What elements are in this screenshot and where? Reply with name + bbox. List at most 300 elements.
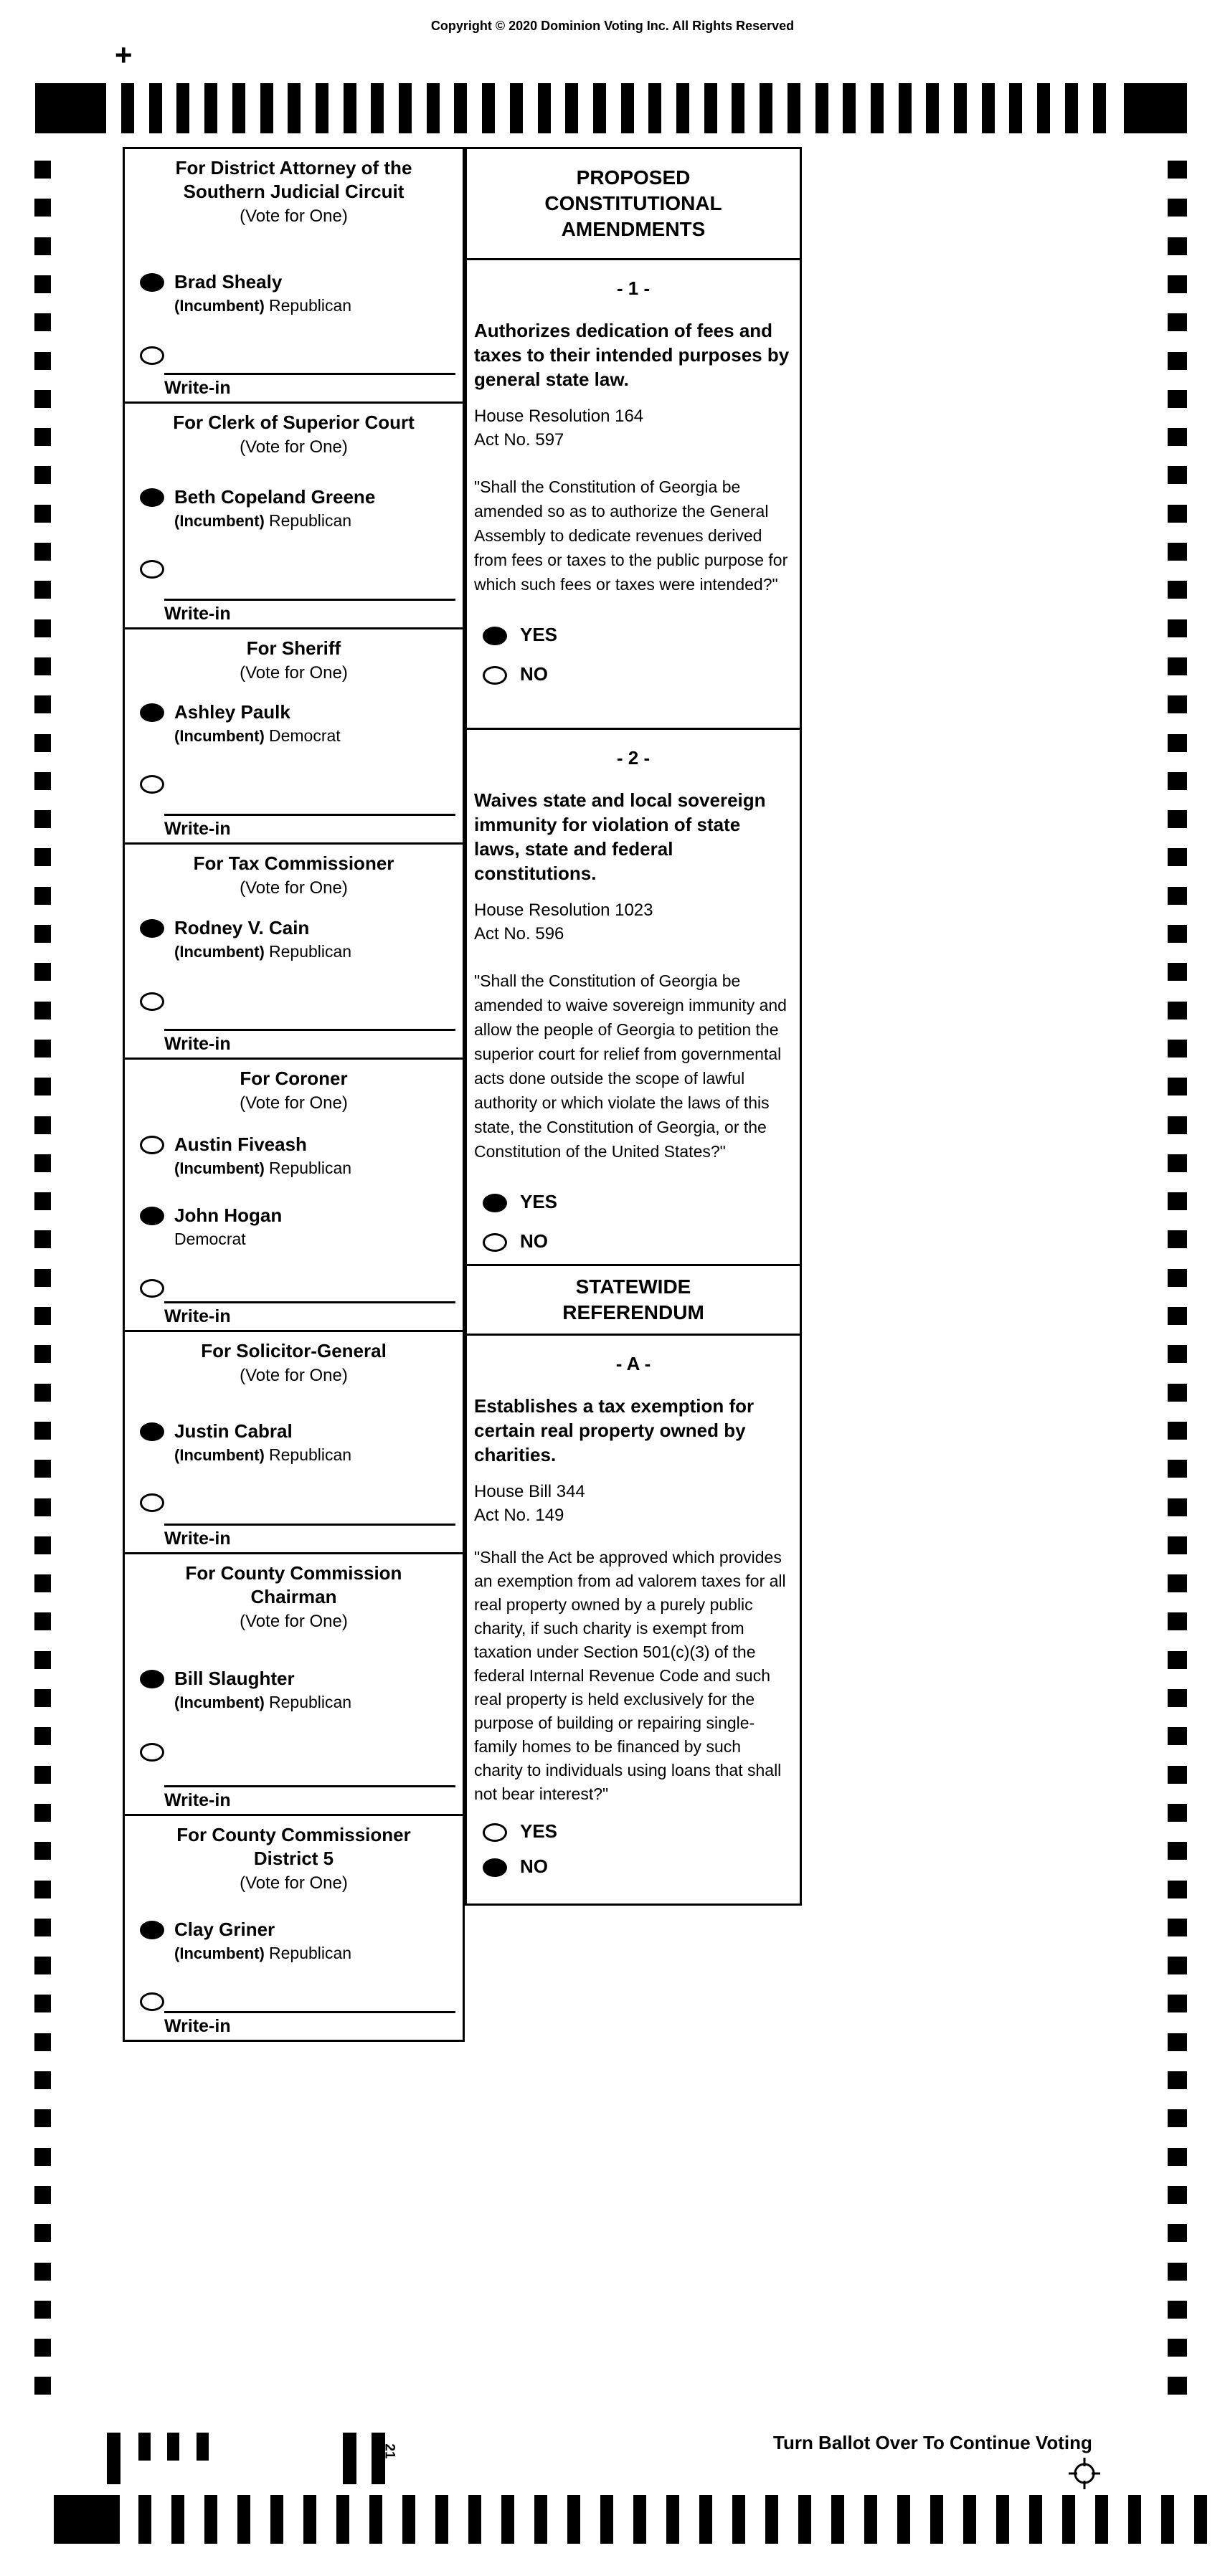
candidate-row [140,486,375,531]
timing-mark [35,83,106,133]
contest-title [128,1562,460,1632]
timing-mark [34,1727,51,1745]
measure-reference-line: Act No. 149 [474,1506,564,1525]
timing-mark [565,83,578,133]
timing-mark [34,275,51,293]
timing-mark [34,1689,51,1707]
measure-question: "Shall the Act be approved which provides an exemption from ad valorem taxes for all real property owned by a purely public charity, if such charity is exempt from taxation under Section 501(c)(3) of the federal Internal Revenue Code and such real property is held exclusively for the purpose of building or repairing single-family homes to be financed by such charity to individuals using loans that shall not bear interest?" [474,1548,786,1803]
write-in-bubble[interactable] [140,992,164,1011]
timing-mark [138,2433,151,2461]
contest-title-line: For District Attorney of the [175,157,412,179]
timing-mark [402,2495,415,2544]
timing-mark [788,83,800,133]
header-line: CONSTITUTIONAL [544,192,722,214]
measure-summary: Waives state and local sovereign immunity for violation of state laws, state and federal constitutions. [474,789,766,884]
timing-mark [982,83,995,133]
timing-mark [1168,848,1187,866]
bubble-brad-shealy[interactable] [140,273,164,292]
contest-title [128,1339,460,1387]
yes-label: YES [520,624,558,645]
timing-mark [34,1192,51,1210]
timing-mark [1168,1689,1187,1707]
bubble-ashley-paulk[interactable] [140,703,164,722]
timing-mark [1168,1154,1187,1172]
measure-reference-line: House Resolution 164 [474,407,644,426]
timing-mark [138,2495,151,2544]
yes-bubble[interactable] [483,1823,507,1842]
timing-mark [482,83,495,133]
timing-mark [34,1230,51,1248]
write-in-label: Write-in [164,2011,455,2037]
timing-mark [34,887,51,905]
timing-mark [34,1651,51,1669]
vote-for-instruction: (Vote for One) [240,1366,348,1385]
timing-mark [34,848,51,866]
write-in-bubble[interactable] [140,346,164,365]
candidate-party [174,1159,351,1178]
timing-mark [34,1345,51,1363]
write-in-label: Write-in [164,1785,455,1811]
bubble-rodney-v-cain[interactable] [140,919,164,938]
timing-mark [237,2495,250,2544]
timing-mark [1168,275,1187,293]
timing-mark [34,1460,51,1478]
timing-mark [501,2495,514,2544]
timing-mark [1168,237,1187,255]
incumbent-label: (Incumbent) [174,727,269,745]
timing-mark [34,1919,51,1936]
timing-mark [930,2495,943,2544]
timing-mark [34,925,51,943]
candidate-name: Ashley Paulk [174,701,290,723]
vote-for-instruction: (Vote for One) [240,1093,348,1113]
timing-mark [1168,2339,1187,2357]
timing-mark [121,83,134,133]
measure-references [474,404,791,452]
vote-for-instruction: (Vote for One) [240,1873,348,1893]
no-bubble[interactable] [483,1233,507,1252]
no-bubble[interactable] [483,1858,507,1877]
timing-mark [1168,657,1187,675]
write-in-row [140,1491,164,1512]
measure-number: - 1 - [616,277,651,299]
yes-choice-row [483,624,800,646]
measure-question: "Shall the Constitution of Georgia be amended to waive sovereign immunity and allow the people of Georgia to petition the superior court for relief from governmental acts done outside the scope of lawful authority or which violate the laws of this state, the Constitution of Georgia, or the Constitution of the United States?" [474,971,787,1161]
timing-mark [831,2495,844,2544]
incumbent-label: (Incumbent) [174,512,269,530]
timing-mark [1093,83,1106,133]
write-in-bubble[interactable] [140,775,164,794]
timing-mark [167,2433,179,2461]
contest-for-coroner [123,1058,465,1332]
contest-for-county-commissioner-district-5 [123,1814,465,2042]
candidate-name: Beth Copeland Greene [174,486,376,508]
header-line: AMENDMENTS [561,218,706,240]
no-choice-row [483,663,800,685]
vote-for-instruction: (Vote for One) [240,878,348,898]
candidate-row [140,1668,351,1712]
write-in-bubble[interactable] [140,1743,164,1762]
candidate-row [140,271,351,315]
timing-mark [843,83,856,133]
timing-mark [1168,1040,1187,1058]
timing-mark [1168,1116,1187,1134]
timing-mark [34,1957,51,1974]
party-label: Republican [269,296,352,315]
contest-title-line: Southern Judicial Circuit [183,181,405,202]
vote-for-instruction: (Vote for One) [240,663,348,683]
timing-mark [1168,619,1187,637]
timing-mark [1168,810,1187,828]
vote-for-instruction: (Vote for One) [240,437,348,457]
timing-mark [1161,2495,1174,2544]
yes-label: YES [520,1191,558,1212]
contest-for-solicitor-general [123,1330,465,1554]
timing-mark [1168,390,1187,408]
timing-mark [1062,2495,1075,2544]
measure-number: - 2 - [616,747,651,769]
incumbent-label: (Incumbent) [174,1446,269,1464]
measure-question: "Shall the Constitution of Georgia be amended so as to authorize the General Assembly to dedicate revenues derived from fees or taxes to the public purpose for which such fees or taxes were intended?" [474,477,788,594]
timing-mark [336,2495,349,2544]
timing-mark [34,1384,51,1402]
no-label: NO [520,1230,548,1252]
timing-mark [1168,1498,1187,1516]
measure-references [474,1480,791,1527]
timing-mark [1168,2033,1187,2051]
write-in-bubble[interactable] [140,560,164,579]
candidate-info [174,1668,351,1712]
timing-mark [34,313,51,331]
timing-mark [34,695,51,713]
contest-title [128,411,460,458]
party-label: Democrat [174,1230,246,1248]
timing-mark [1029,2495,1042,2544]
bubble-john-hogan[interactable] [140,1207,164,1225]
no-label: NO [520,663,548,685]
contest-title-line: For Clerk of Superior Court [173,412,415,433]
timing-mark [34,199,51,217]
measure-reference-line: Act No. 597 [474,430,564,450]
timing-mark [316,83,328,133]
timing-mark [815,83,828,133]
timing-mark [963,2495,976,2544]
write-in-row [140,990,164,1011]
no-choice-row [483,1855,800,1878]
timing-mark [1168,161,1187,179]
party-label: Republican [269,511,352,530]
timing-mark [1168,1804,1187,1822]
contest-title-line: For County Commission [185,1562,402,1584]
timing-mark [34,1804,51,1822]
bubble-beth-copeland-greene[interactable] [140,488,164,507]
timing-mark [34,1040,51,1058]
candidate-row [140,701,341,746]
timing-mark [765,2495,778,2544]
candidate-party [174,1693,351,1712]
timing-mark [369,2495,382,2544]
timing-mark [34,237,51,255]
timing-mark [1168,734,1187,752]
timing-mark [1168,1269,1187,1287]
contest-title-line: For Solicitor-General [201,1340,387,1361]
timing-mark [1168,1460,1187,1478]
contest-title-line: For Coroner [240,1068,348,1089]
timing-mark [197,2433,209,2461]
party-label: Republican [269,942,352,961]
measure-2 [465,728,802,1266]
timing-mark [1168,543,1187,561]
timing-mark [593,83,606,133]
no-bubble[interactable] [483,666,507,685]
write-in-row [140,1990,164,2011]
timing-mark [34,2377,51,2395]
incumbent-label: (Incumbent) [174,1944,269,1962]
timing-mark [34,619,51,637]
incumbent-label: (Incumbent) [174,297,269,315]
candidate-info [174,1420,351,1465]
candidate-row [140,1420,351,1465]
timing-mark [399,83,412,133]
timing-mark [343,2433,356,2484]
timing-mark [1168,2263,1187,2281]
timing-mark [34,1536,51,1554]
contest-title-line: For Tax Commissioner [193,852,394,874]
candidate-info [174,271,351,315]
timing-mark [954,83,967,133]
contest-for-district-attorney-of-the-southern-judicial-circuit [123,147,465,404]
timing-mark [34,772,51,790]
yes-bubble[interactable] [483,1194,507,1212]
candidate-party [174,1230,282,1249]
timing-mark [798,2495,811,2544]
timing-mark [34,734,51,752]
header-line: STATEWIDE [575,1275,691,1298]
timing-mark [600,2495,613,2544]
timing-mark [897,2495,910,2544]
party-label: Republican [269,1445,352,1464]
candidate-party [174,726,341,746]
timing-mark [1168,1192,1187,1210]
candidate-name: Brad Shealy [174,271,283,293]
timing-mark [864,2495,877,2544]
timing-mark [1168,199,1187,217]
timing-mark [34,2071,51,2089]
timing-mark [1194,2495,1207,2544]
timing-mark [176,83,189,133]
candidate-party [174,942,351,961]
no-choice-row [483,1230,800,1253]
timing-mark [1168,313,1187,331]
contest-title [128,1067,460,1114]
contest-for-clerk-of-superior-court [123,401,465,629]
bubble-bill-slaughter[interactable] [140,1670,164,1688]
timing-mark [1168,505,1187,523]
timing-mark [34,2263,51,2281]
timing-mark [1168,1766,1187,1784]
timing-mark [1168,581,1187,599]
timing-mark [204,2495,217,2544]
timing-mark [34,1002,51,1020]
timing-mark [1168,925,1187,943]
yes-bubble[interactable] [483,627,507,645]
timing-mark [1009,83,1022,133]
timing-mark [303,2495,316,2544]
timing-mark [149,83,162,133]
timing-mark [1168,1230,1187,1248]
timing-mark [1168,1727,1187,1745]
timing-mark [34,581,51,599]
candidate-name: Austin Fiveash [174,1133,307,1155]
timing-mark [34,2224,51,2242]
timing-mark [468,2495,481,2544]
write-in-bubble[interactable] [140,1279,164,1298]
timing-mark [1168,772,1187,790]
write-in-bubble[interactable] [140,1493,164,1512]
write-in-bubble[interactable] [140,1992,164,2011]
vote-for-instruction: (Vote for One) [240,206,348,226]
bubble-justin-cabral[interactable] [140,1422,164,1441]
timing-mark [427,83,440,133]
candidate-info [174,701,341,746]
candidate-row [140,1204,282,1249]
write-in-row [140,1741,164,1762]
timing-mark [534,2495,547,2544]
contest-title [128,1823,460,1894]
vote-for-instruction: (Vote for One) [240,1612,348,1631]
timing-mark [34,2339,51,2357]
timing-mark [34,657,51,675]
timing-mark [1168,2148,1187,2166]
amendments-header [465,147,802,260]
timing-mark [1168,2186,1187,2204]
timing-mark [34,1422,51,1440]
timing-mark [1128,2495,1141,2544]
timing-mark [1168,428,1187,446]
timing-mark [648,83,661,133]
candidate-row [140,1919,351,1963]
timing-mark [34,1078,51,1095]
candidate-info [174,486,375,531]
write-in-row [140,558,164,579]
registration-crosshair-icon [1067,2456,1102,2491]
timing-mark [34,161,51,179]
write-in-label: Write-in [164,814,455,840]
measure-summary: Establishes a tax exemption for certain real property owned by charities. [474,1395,755,1465]
timing-mark [732,2495,745,2544]
timing-mark [34,1154,51,1172]
timing-mark [760,83,772,133]
timing-mark [996,2495,1009,2544]
referendum-header [465,1264,802,1336]
timing-mark [107,2433,120,2484]
timing-mark [699,2495,712,2544]
candidate-name: Justin Cabral [174,1420,293,1442]
contest-title [128,637,460,684]
timing-mark [1168,963,1187,981]
timing-mark [1168,1957,1187,1974]
bubble-austin-fiveash[interactable] [140,1136,164,1154]
timing-mark [34,390,51,408]
incumbent-label: (Incumbent) [174,943,269,961]
yes-label: YES [520,1820,558,1842]
timing-mark [926,83,939,133]
timing-mark [1168,352,1187,370]
contest-title [128,852,460,899]
timing-mark [270,2495,283,2544]
contest-for-tax-commissioner [123,842,465,1060]
timing-mark [34,1116,51,1134]
timing-mark [232,83,245,133]
timing-mark [34,1995,51,2012]
timing-mark [633,2495,646,2544]
timing-mark [34,810,51,828]
measure-reference-line: House Resolution 1023 [474,900,653,920]
timing-mark [1095,2495,1108,2544]
timing-mark [34,1574,51,1592]
candidate-party [174,1445,351,1465]
write-in-label: Write-in [164,599,455,624]
timing-mark [435,2495,448,2544]
timing-mark [1168,2301,1187,2319]
timing-mark [34,543,51,561]
timing-mark [1168,695,1187,713]
copyright-notice: Copyright © 2020 Dominion Voting Inc. All Rights Reserved [430,19,795,33]
timing-mark [34,963,51,981]
timing-mark [621,83,634,133]
timing-mark [171,2495,184,2544]
timing-mark [34,1881,51,1898]
write-in-label: Write-in [164,1524,455,1549]
timing-mark [899,83,912,133]
write-in-label: Write-in [164,1029,455,1055]
candidate-info [174,1919,351,1963]
write-in-label: Write-in [164,1301,455,1327]
timing-mark [1168,1842,1187,1860]
candidate-name: Clay Griner [174,1919,275,1940]
timing-mark [1168,2109,1187,2127]
measure-A [465,1334,802,1906]
timing-mark [1168,1345,1187,1363]
timing-mark [567,2495,580,2544]
incumbent-label: (Incumbent) [174,1693,269,1711]
timing-mark [676,83,689,133]
timing-mark [1124,83,1187,133]
timing-mark [34,505,51,523]
contest-title-line: For Sheriff [246,637,341,659]
yes-choice-row [483,1820,800,1843]
candidate-party [174,1944,351,1963]
timing-mark [1168,1881,1187,1898]
timing-mark [1168,887,1187,905]
party-label: Democrat [269,726,341,745]
timing-mark [666,2495,679,2544]
timing-mark [204,83,217,133]
timing-mark [454,83,467,133]
timing-mark [34,1766,51,1784]
timing-mark [54,2495,120,2544]
timing-mark [1168,466,1187,484]
bubble-clay-griner[interactable] [140,1921,164,1939]
timing-mark [34,2033,51,2051]
header-line: PROPOSED [576,166,691,189]
write-in-row [140,1277,164,1298]
write-in-row [140,344,164,365]
timing-mark [34,1269,51,1287]
timing-mark [1168,1574,1187,1592]
party-label: Republican [269,1944,352,1962]
timing-mark [1168,1422,1187,1440]
